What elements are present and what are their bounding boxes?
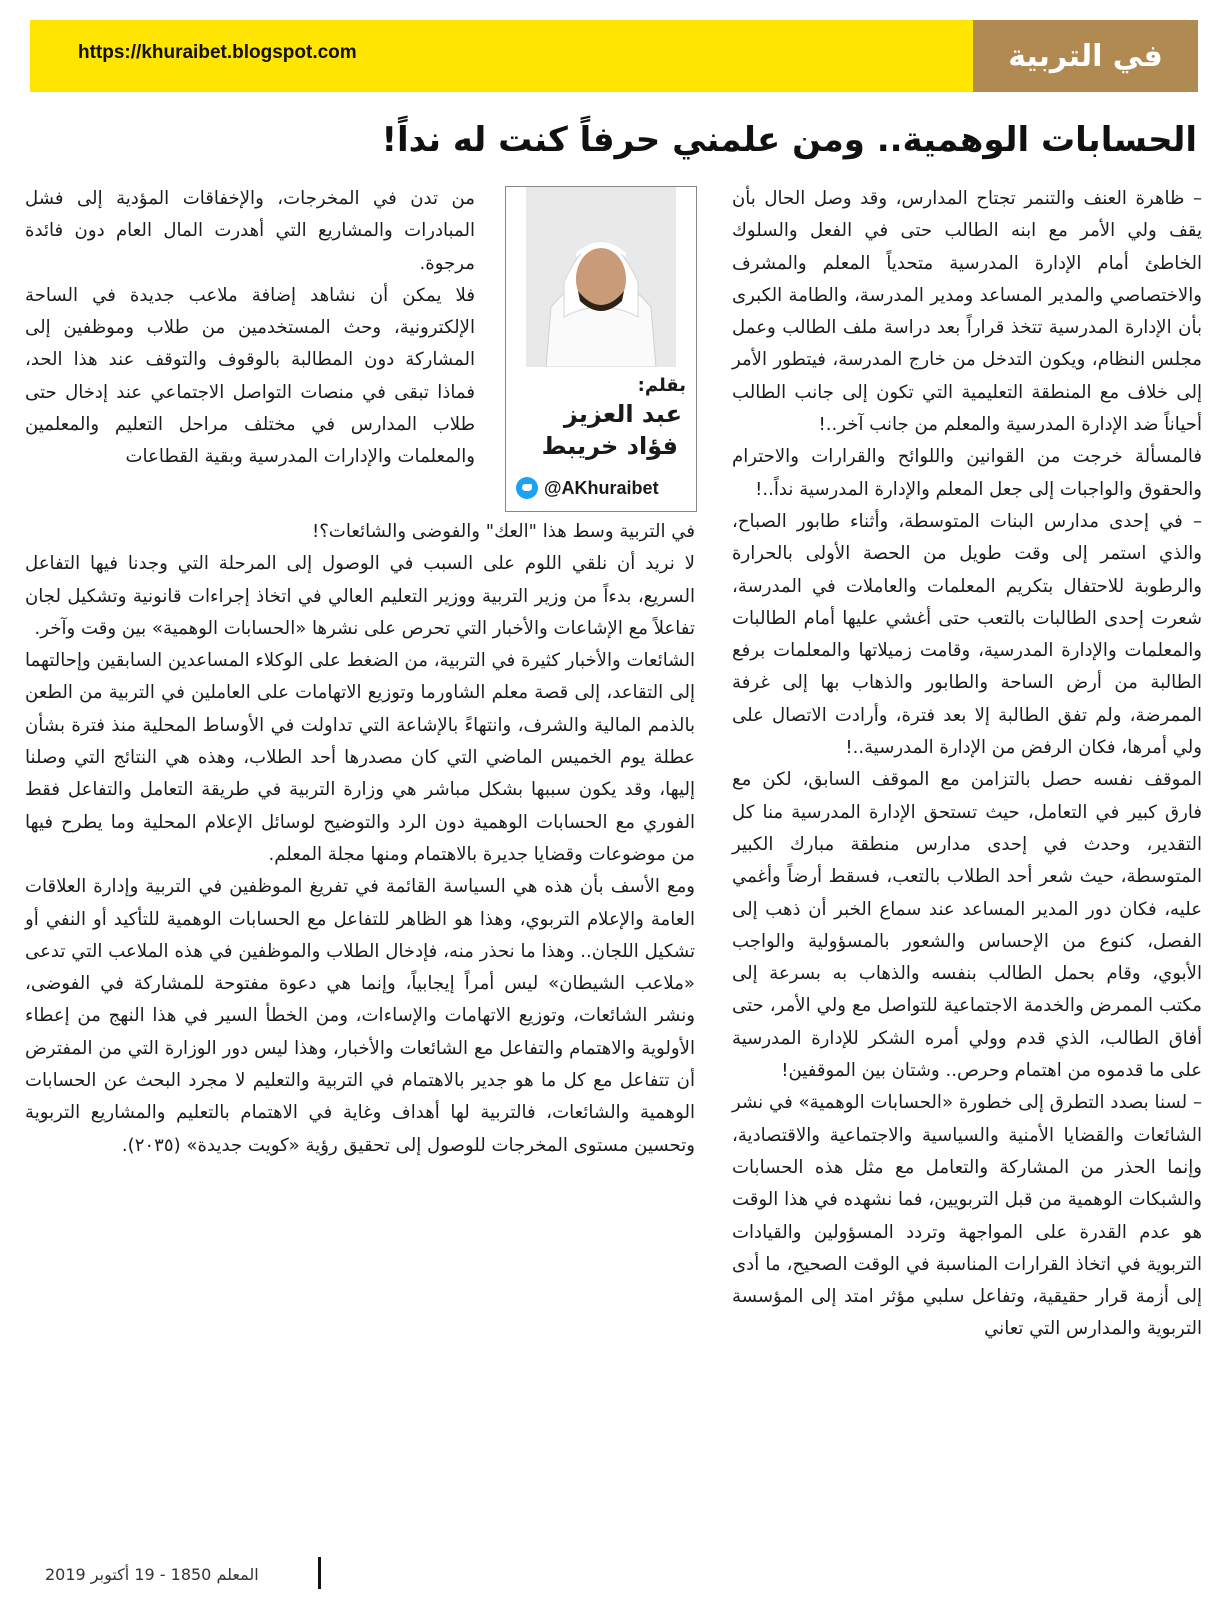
author-photo [526,187,676,367]
paragraph: فالمسألة خرجت من القوانين واللوائح والقرارات والاحترام والحقوق والواجبات إلى جعل المعلم والإدارة المدرسية نداً..! [732,446,1202,500]
paragraph: – لسنا بصدد التطرق إلى خطورة «الحسابات الوهمية» في نشر الشائعات والقضايا الأمنية والسياسية والاجتماعية والاقتصادية، وإنما الحذر من المشاركة والتعامل مع مثل هذه الحسابات والشبكات الوهمية من قبل التربويين، فما نشهده في هذا الوقت هو عدم القدرة على المواجهة وتردد المسؤولين والقيادات التربوية في اتخاذ القرارات المناسبة في الوقت الصحيح، ما أدى إلى أزمة قرار حقيقية، وتفاعل سلبي مؤثر امتد إلى المؤسسة التربوية والمدارس التي تعاني [732,1092,1202,1340]
author-box [505,186,697,512]
author-name-line2: فؤاد خريبط [541,432,678,460]
paragraph: لا نريد أن نلقي اللوم على السبب في الوصول إلى المرحلة التي وجدنا فيها التفاعل السريع، بدءاً من وزير التربية ووزير التعليم العالي في اتخاذ إجراءات قانونية وتشكيل لجان تفاعلاً مع الإشاعات والأخبار التي تحرص على نشرها «الحسابات الوهمية» بين وقت وآخر. [25,553,695,639]
author-by-label: بقلم: [637,375,686,396]
twitter-handle: @AKhuraibet [544,477,659,498]
author-name-line1: عبد العزيز [563,400,682,428]
section-label: في التربية [973,20,1198,92]
paragraph: الموقف نفسه حصل بالتزامن مع الموقف السابق، لكن مع فارق كبير في التعامل، حيث تستحق الإدارة المدرسية منا كل التقدير، وحدث في إحدى مدارس منطقة مبارك الكبير المتوسطة، حيث شعر أحد الطلاب بالتعب، فسقط أرضاً وأغمي عليه، فكان دور المدير المساعد عند سماع الخبر أن ذهب إلى الفصل، كنوع من الإحساس والشعور بالمسؤولية والواجب الأبوي، وقام بحمل الطالب بنفسه والذهاب به بسرعة إلى مكتب الممرض والخدمة الاجتماعية للتواصل مع ولي الأمر، حتى أفاق الطالب، الذي قدم وولي أمره الشكر للإدارة المدرسية على ما قدموه من اهتمام وحرص.. وشتان بين الموقفين! [732,769,1202,1082]
paragraph: من تدن في المخرجات، والإخفاقات المؤدية إلى فشل المبادرات والمشاريع التي أهدرت المال العام دون فائدة مرجوة. [25,188,475,274]
article-column-right [732,183,1202,1346]
paragraph: في التربية وسط هذا "العك" والفوضى والشائعات؟! [311,521,695,542]
footer-divider [318,1557,321,1589]
article-column-left-bottom [25,516,695,1162]
footer-issue-info: المعلم 1850 - 19 أكتوبر 2019 [45,1565,259,1584]
blog-url[interactable]: https://khuraibet.blogspot.com [78,42,357,63]
header-bar [30,20,1198,92]
author-portrait-icon [526,187,676,367]
paragraph: – ظاهرة العنف والتنمر تجتاح المدارس، وقد وصل الحال بأن يقف ولي الأمر مع ابنه الطالب حتى في الفعل والسلوك الخاطئ أمام الإدارة المدرسية متحدياً المعلم والمشرف والاختصاصي والمدير المساعد ومدير المدرسة، والطامة الكبرى بأن الإدارة المدرسية تتخذ قراراً بعد دراسة ملف الطالب وعمل مجلس النظام، ويكون التدخل من خارج المدرسة، فيتطور الأمر إلى خلاف مع المنطقة التعليمية التي تكون إلى جانب الطالب أحياناً ضد الإدارة المدرسية والمعلم من جانب آخر..! [732,188,1202,436]
article-column-left-top [25,183,475,474]
author-twitter[interactable] [516,473,684,503]
twitter-icon [516,477,538,499]
article-title: الحسابات الوهمية.. ومن علمني حرفاً كنت له نداً! [381,120,1197,160]
paragraph: فلا يمكن أن نشاهد إضافة ملاعب جديدة في الساحة الإلكترونية، وحث المستخدمين من طلاب وموظفين إلى المشاركة دون المطالبة بالوقوف والتوقف عند هذا الحد، فماذا تبقى في منصات التواصل الاجتماعي عند إدخال حتى طلاب المدارس في مختلف مراحل التعليم والمعلمين والمعلمات والإدارات المدرسية وبقية القطاعات [25,284,475,468]
paragraph: – في إحدى مدارس البنات المتوسطة، وأثناء طابور الصباح، والذي استمر إلى وقت طويل من الحصة الأولى بالحرارة والرطوبة للاحتفال بتكريم المعلمات والعاملات في المدرسة، شعرت إحدى الطالبات بالتعب حتى أغشي عليها أمام الطالبات والمعلمات والإدارة المدرسية، وقامت زميلاتها والمعلمات برفع الطالبة من أرض الساحة والطابور والذهاب بها إلى غرفة الممرضة، ولم تفق الطالبة إلا بعد فترة، وأرادت الاتصال على ولي أمرها، فكان الرفض من الإدارة المدرسية..! [732,510,1202,759]
paragraph: ومع الأسف بأن هذه هي السياسة القائمة في تفريغ الموظفين في التربية وإدارة العلاقات العامة والإعلام التربوي، وهذا هو الظاهر للتفاعل مع الحسابات الوهمية للتأكيد أو النفي أو تشكيل اللجان.. وهذا ما نحذر منه، فإدخال الطلاب والموظفين في هذه الملاعب التي تدعى «ملاعب الشيطان» ليس أمراً إيجابياً، وإنما هي دعوة مفتوحة للمشاركة في الفوضى، ونشر الشائعات، وتوزيع الاتهامات والإساءات، ومن الخطأ السير في هذا النهج من إعطاء الأولوية والاهتمام والتفاعل مع الشائعات والأخبار، وهذا ليس دور الوزارة التي من المفترض أن تتفاعل مع كل ما هو جدير بالاهتمام في التربية والتعليم لا مجرد البحث عن الحسابات الوهمية والشائعات، فالتربية لها أهداف وغاية في الاهتمام بالتعليم والمشاريع التربوية وتحسين مستوى المخرجات للوصول إلى تحقيق رؤية «كويت جديدة» (٢٠٣٥). [25,876,695,1156]
paragraph: الشائعات والأخبار كثيرة في التربية، من الضغط على الوكلاء المساعدين السابقين وإحالتهما إلى التقاعد، إلى قصة معلم الشاورما وتوزيع الاتهامات على العاملين في التربية من الطعن بالذمم المالية والشرف، وانتهاءً بالإشاعة التي تداولت في الأوساط المحلية منذ فترة بشأن عطلة يوم الخميس الماضي التي كان مصدرها أحد الطلاب، وهذه هي النتائج التي وصلنا إليها، وقد يكون سببها بشكل مباشر هي وزارة التربية في طريقة التعامل والتفاعل فقط الفوري مع الحسابات الوهمية دون الرد والتوضيح لوسائل الإعلام المحلية وما يطرح فيها من موضوعات وقضايا جديرة بالاهتمام ومنها مجلة المعلم. [25,650,695,865]
